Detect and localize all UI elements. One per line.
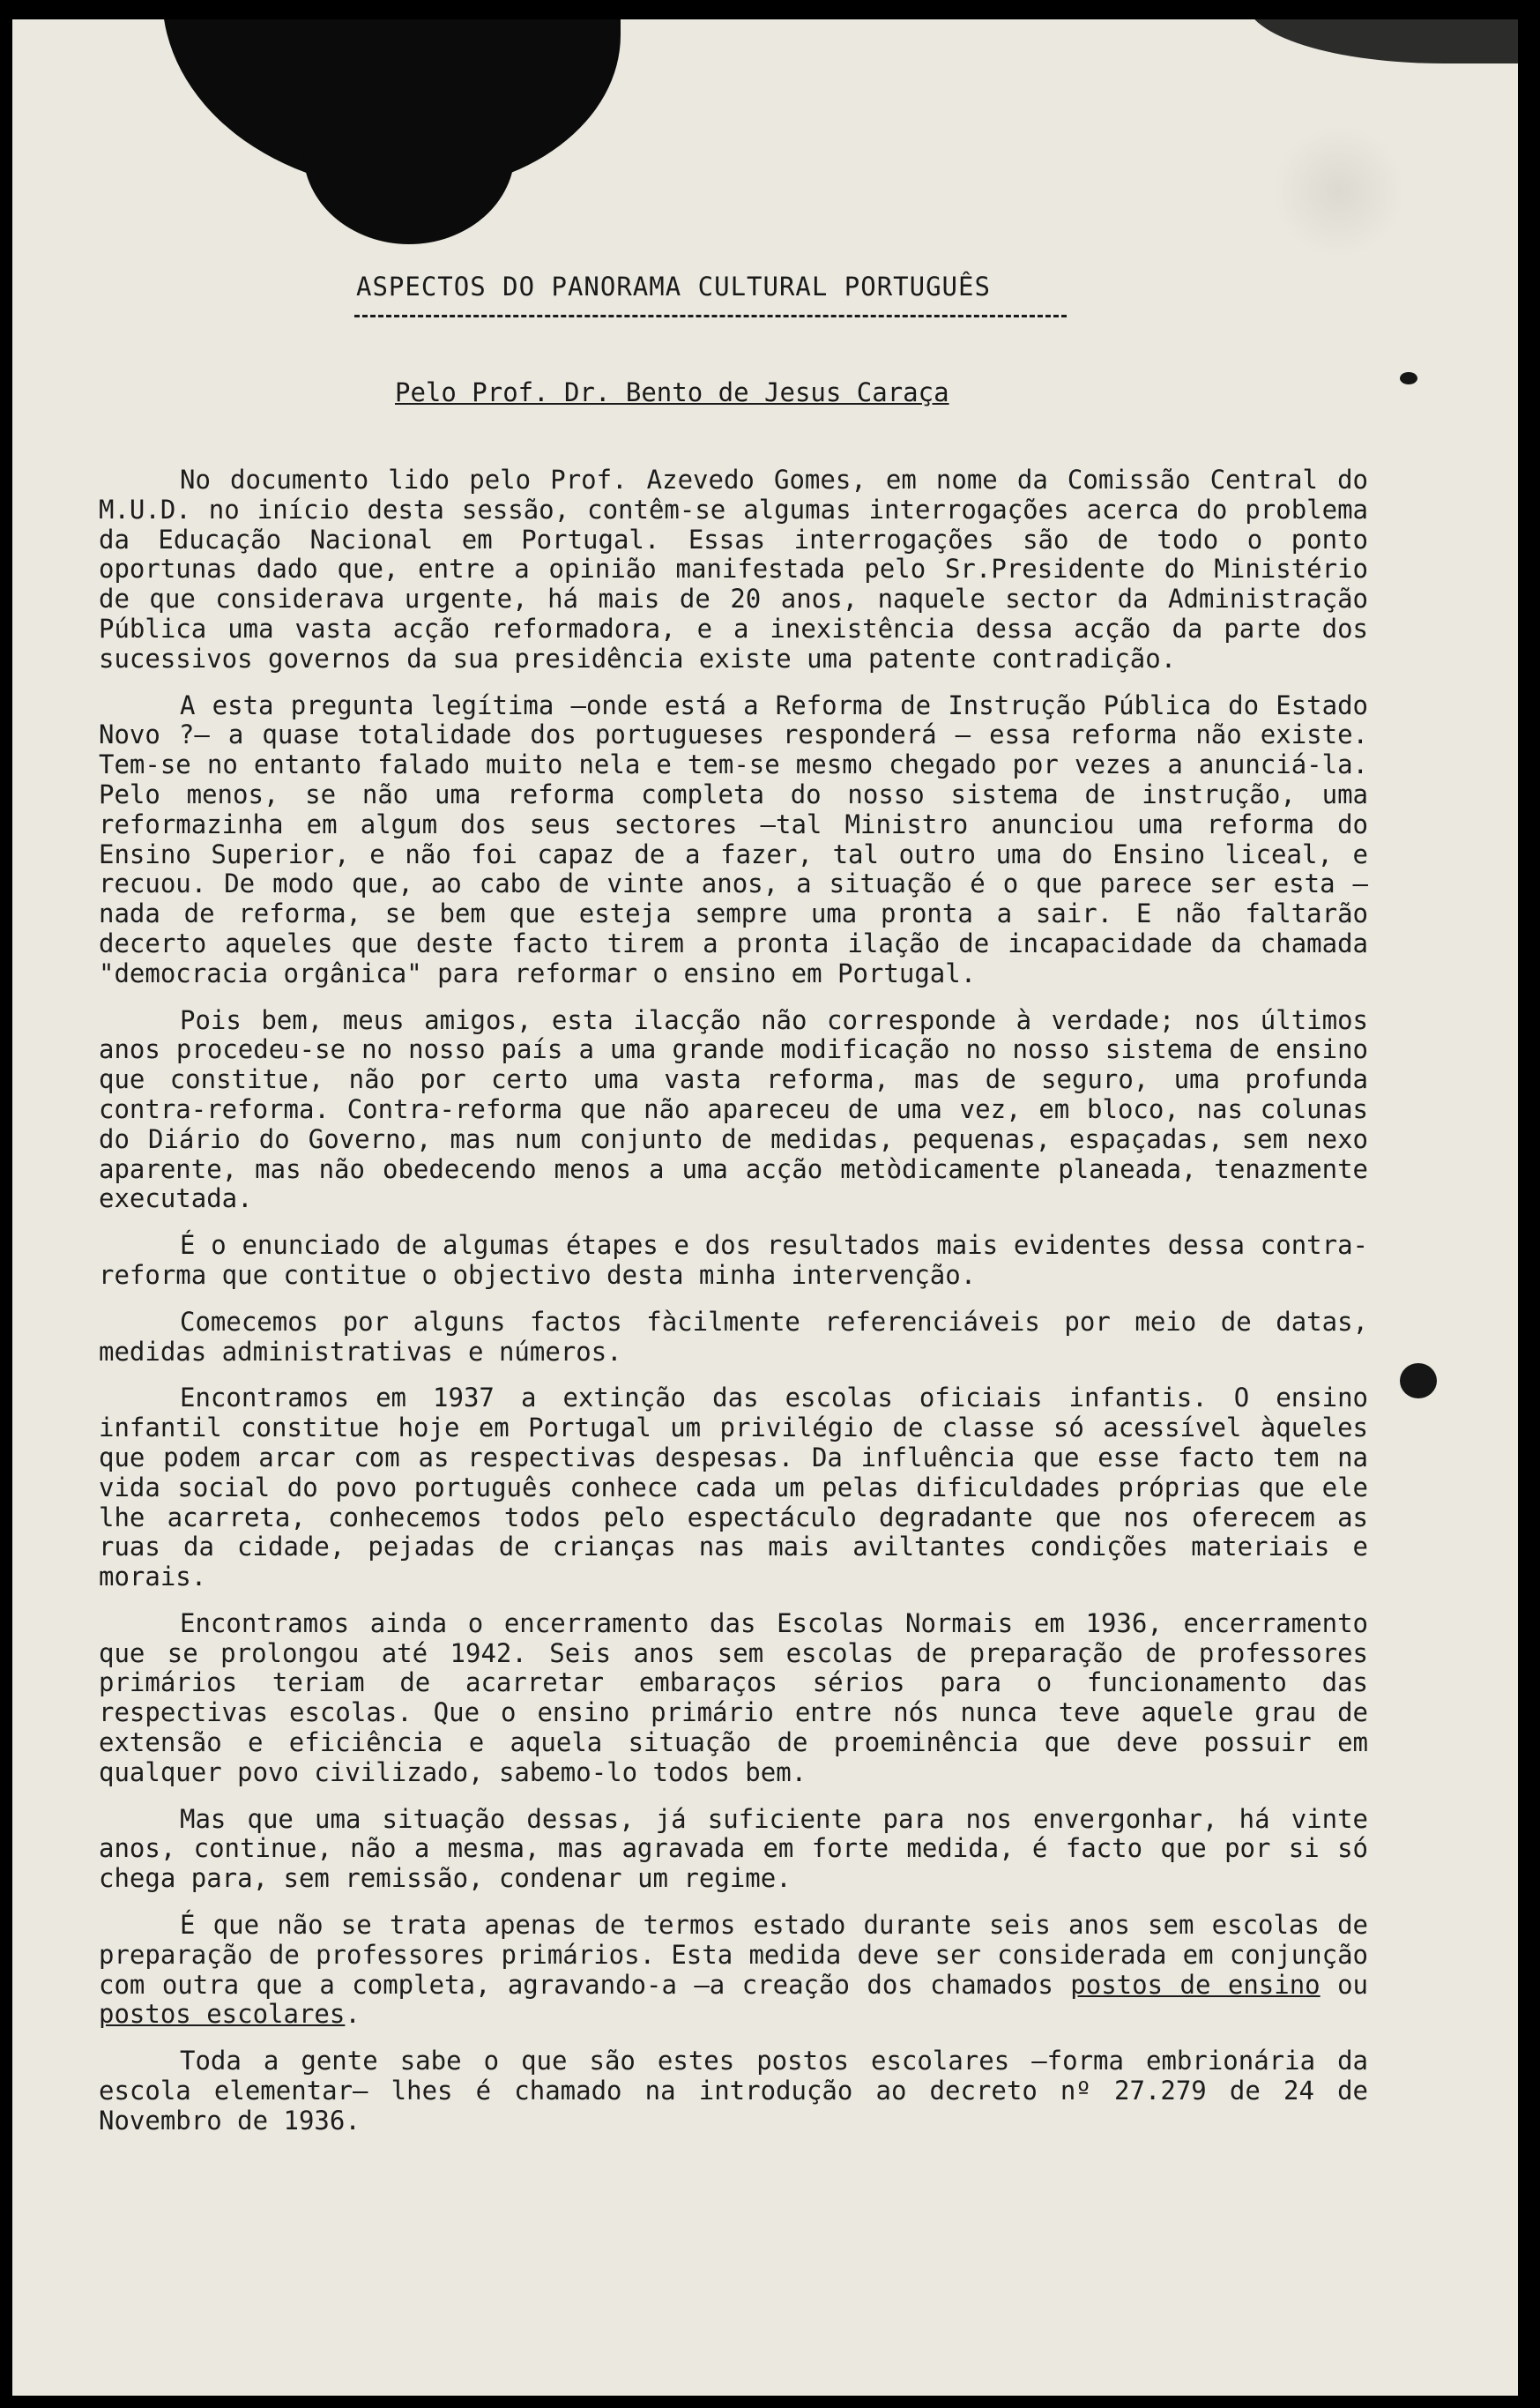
document-title: ASPECTOS DO PANORAMA CULTURAL PORTUGUÊS	[356, 272, 991, 302]
title-underline	[354, 315, 1067, 317]
ink-mark	[1400, 372, 1417, 384]
underlined-term-postos-de-ensino: postos de ensino	[1070, 1969, 1321, 2000]
document-body	[99, 466, 1368, 2153]
paragraph-1: No documento lido pelo Prof. Azevedo Gomes, em nome da Comissão Central do M.U.D. no início desta sessão, contêm-se algumas interrogações acerca do problema da Educação Nacional em Portugal. Essas interrogações são de todo o ponto oportunas dado que, entre a opinião manifestada pelo Sr.Presidente do Ministério de que considerava urgente, há mais de 20 anos, naquele sector da Administração Pública uma vasta acção reformadora, e a inexistência dessa acção da parte dos sucessivos governos da sua presidência existe uma patente contradição.	[99, 465, 1368, 674]
paragraph-7: Encontramos ainda o encerramento das Escolas Normais em 1936, encerramento que se prolongou até 1942. Seis anos sem escolas de preparação de professores primários teriam de acarretar embaraços sérios para o funcionamento das respectivas escolas. Que o ensino primário entre nós nunca teve aquele grau de extensão e eficiência e aquela situação de proeminência que deve possuir em qualquer povo civilizado, sabemo-lo todos bem.	[99, 1607, 1368, 1787]
paragraph-4: É o enunciado de algumas étapes e dos resultados mais evidentes dessa contra-reforma que contitue o objectivo desta minha intervenção.	[99, 1230, 1368, 1290]
paragraph-2: A esta pregunta legítima —onde está a Reforma de Instrução Pública do Estado Novo ?— a quase totalidade dos portugueses responderá — essa reforma não existe. Tem-se no entanto falado muito nela e tem-se mesmo chegado por vezes a anunciá-la. Pelo menos, se não uma reforma completa do nosso sistema de instrução, uma reformazinha em algum dos seus sectores —tal Ministro anunciou uma reforma do Ensino Superior, e não foi capaz de a fazer, tal outro uma do Ensino liceal, e recuou. De modo que, ao cabo de vinte anos, a situação é o que parece ser esta — nada de reforma, se bem que esteja sempre uma pronta a sair. E não faltarão decerto aqueles que deste facto tirem a pronta ilação de incapacidade da chamada "democracia orgânica" para reformar o ensino em Portugal.	[99, 690, 1368, 988]
paragraph-6: Encontramos em 1937 a extinção das escolas oficiais infantis. O ensino infantil constitue hoje em Portugal um privilégio de classe só acessível àqueles que podem arcar com as respectivas despesas. Da influência que esse facto tem na vida social do povo português conhece cada um pelas dificuldades próprias que ele lhe acarreta, conhecemos todos pelo espectáculo degradante que nos oferecem as ruas da cidade, pejadas de crianças nas mais aviltantes condições materiais e morais.	[99, 1383, 1368, 1592]
burn-damage-top-lower	[303, 152, 515, 244]
paper-stain	[1273, 125, 1405, 257]
paragraph-9-conjunction: ou	[1320, 1969, 1368, 2000]
ink-blot	[1400, 1363, 1437, 1398]
document-byline: Pelo Prof. Dr. Bento de Jesus Caraça	[395, 377, 949, 407]
paragraph-5: Comecemos por alguns factos fàcilmente referenciáveis por meio de datas, medidas administrativas e números.	[99, 1306, 1368, 1367]
paragraph-8: Mas que uma situação dessas, já suficiente para nos envergonhar, há vinte anos, continue, não a mesma, mas agravada em forte medida, é facto que por si só chega para, sem remissão, condenar um regime.	[99, 1803, 1368, 1894]
paragraph-10: Toda a gente sabe o que são estes postos escolares —forma embrionária da escola elementar— lhes é chamado na introdução ao decreto nº 27.279 de 24 de Novembro de 1936.	[99, 2046, 1368, 2136]
paragraph-9-text: É que não se trata apenas de termos estado durante seis anos sem escolas de preparação de professores primários. Esta medida deve ser considerada em conjunção com outra que a completa, agravando-a —a creação dos chamados	[99, 1910, 1368, 2000]
underlined-term-postos-escolares: postos escolares	[99, 1999, 346, 2030]
paragraph-9-end: .	[345, 1999, 361, 2030]
paragraph-9	[99, 1911, 1368, 2030]
document-page	[12, 19, 1518, 2396]
burn-damage-corner	[1246, 19, 1518, 63]
paragraph-3: Pois bem, meus amigos, esta ilacção não corresponde à verdade; nos últimos anos procedeu-se no nosso país a uma grande modificação no nosso sistema de ensino que constitue, não por certo uma vasta reforma, mas de seguro, uma profunda contra-reforma. Contra-reforma que não apareceu de uma vez, em bloco, nas colunas do Diário do Governo, mas num conjunto de medidas, pequenas, espaçadas, sem nexo aparente, mas não obedecendo menos a uma acção metòdicamente planeada, tenazmente executada.	[99, 1004, 1368, 1214]
